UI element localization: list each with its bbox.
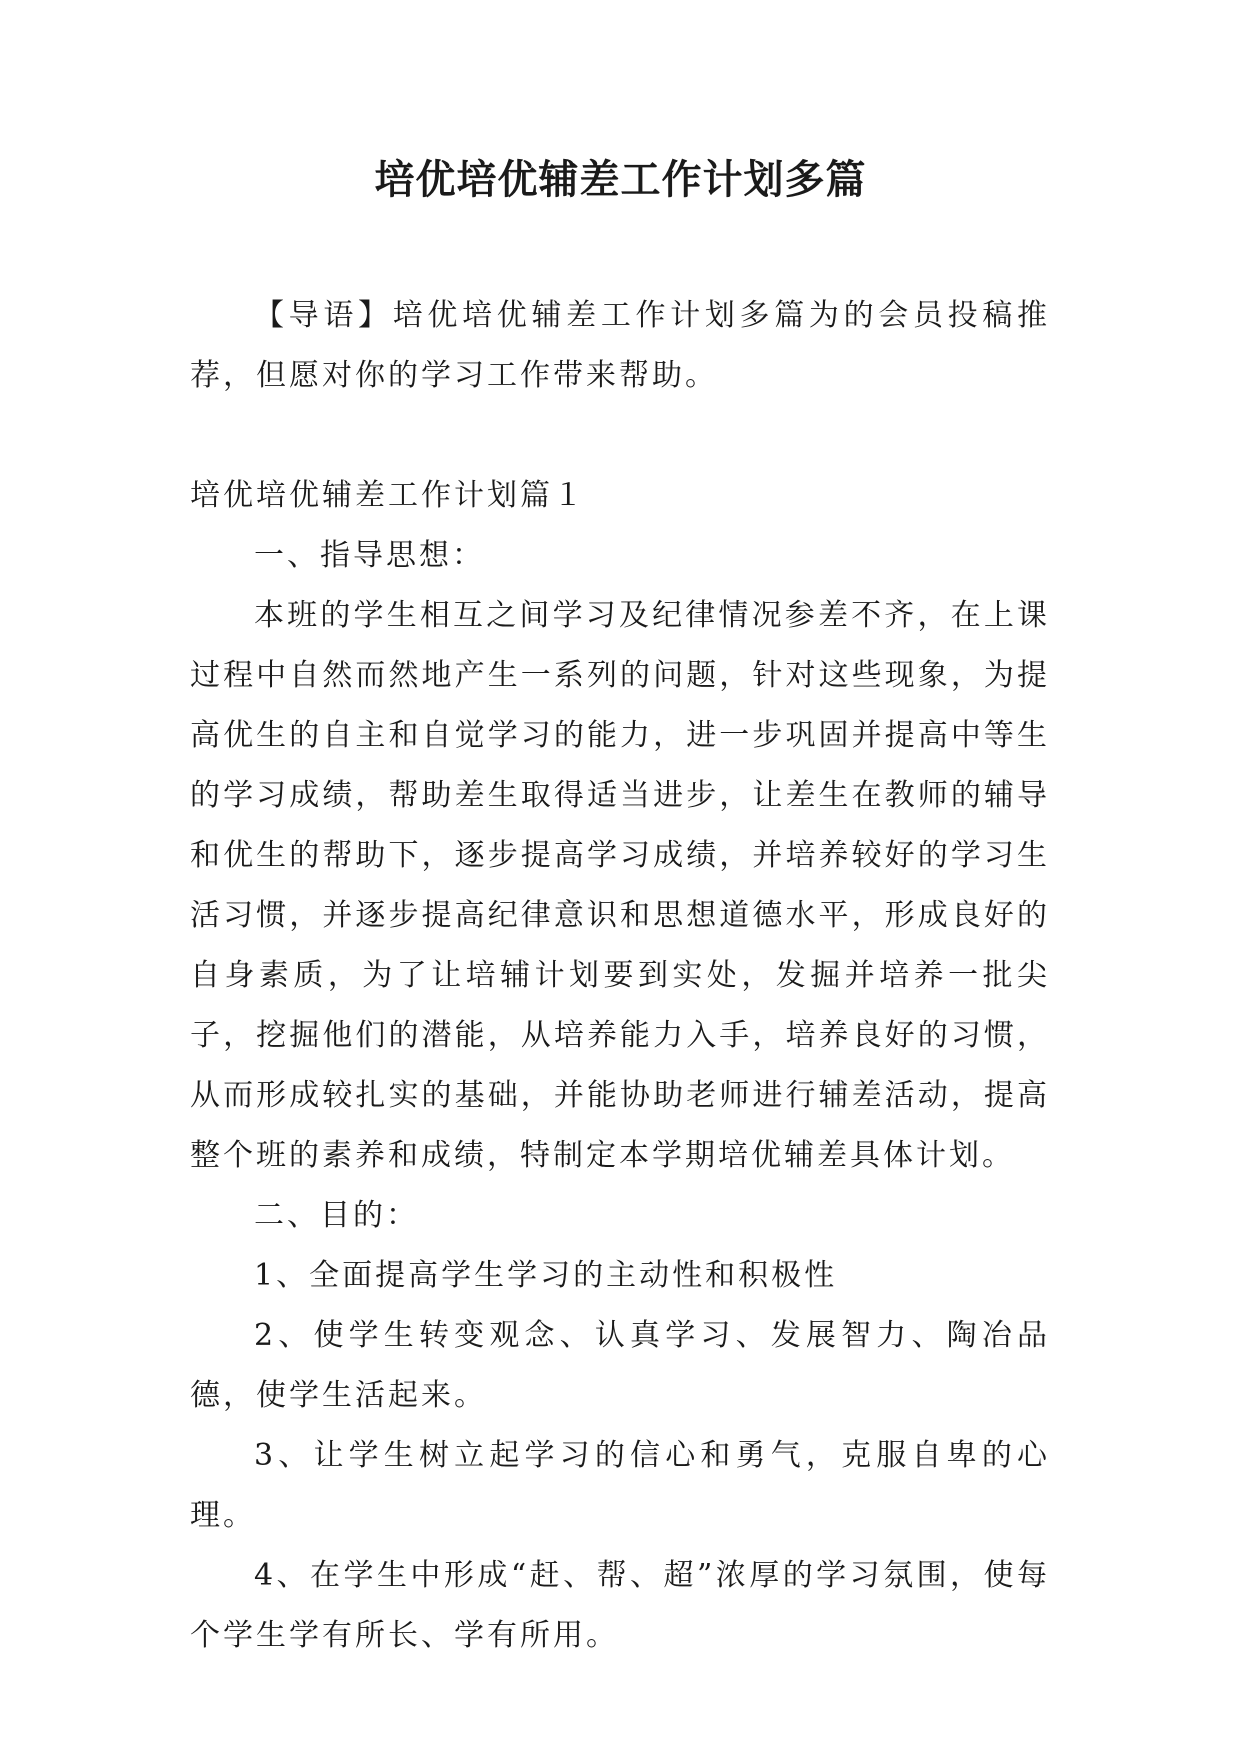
document-title: 培优培优辅差工作计划多篇 [374,156,867,203]
document-body [190,286,1050,1666]
intro-paragraph: 【导语】培优培优辅差工作计划多篇为的会员投稿推荐，但愿对你的学习工作带来帮助。 [190,298,1050,393]
goal-item: 3、让学生树立起学习的信心和勇气，克服自卑的心理。 [190,1438,1050,1533]
goal-item: 4、在学生中形成“赶、帮、超”浓厚的学习氛围，使每个学生学有所长、学有所用。 [190,1558,1050,1653]
spacer [190,406,1050,466]
guiding-thought-paragraph: 本班的学生相互之间学习及纪律情况参差不齐，在上课过程中自然而然地产生一系列的问题，针对这些现象，为提高优生的自主和自觉学习的能力，进一步巩固并提高中等生的学习成绩，帮助差生取得适当进步，让差生在教师的辅导和优生的帮助下，逐步提高学习成绩，并培养较好的学习生活习惯，并逐步提高纪律意识和思想道德水平，形成良好的自身素质，为了让培辅计划要到实处，发掘并培养一批尖子，挖掘他们的潜能，从培养能力入手，培养良好的习惯，从而形成较扎实的基础，并能协助老师进行辅差活动，提高整个班的素养和成绩，特制定本学期培优辅差具体计划。 [190,598,1050,1173]
goal-item: 2、使学生转变观念、认真学习、发展智力、陶冶品德，使学生活起来。 [190,1318,1050,1413]
part-heading-purpose: 二、目的： [254,1198,419,1233]
section-heading: 培优培优辅差工作计划篇１ [190,478,586,513]
part-heading-guiding-thought: 一、指导思想： [254,538,485,573]
goal-item: 1、全面提高学生学习的主动性和积极性 [254,1258,838,1293]
